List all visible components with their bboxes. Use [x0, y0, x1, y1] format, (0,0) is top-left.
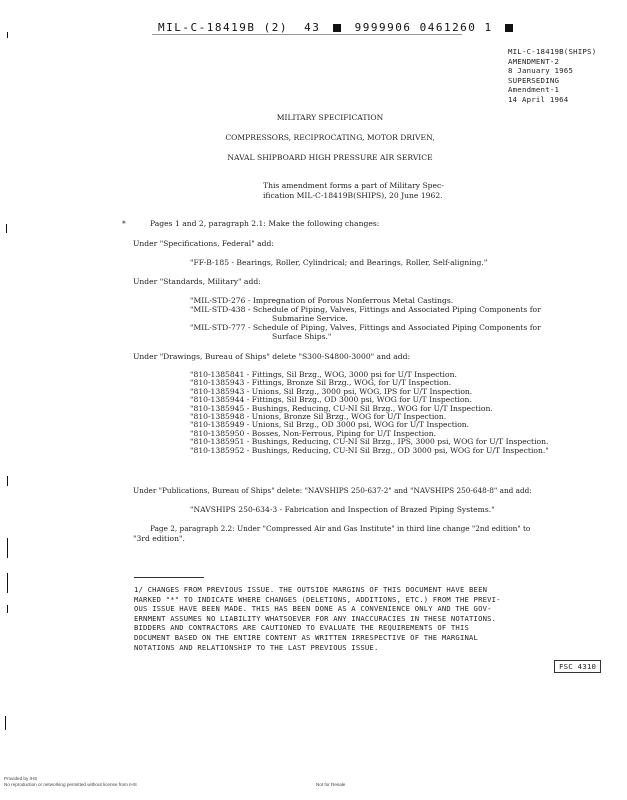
drawings-intro: Under "Drawings, Bureau of Ships" delete "S300-S4800-3000" and add:: [133, 352, 411, 361]
intro-line-2: ification MIL-C-18419B(SHIPS), 20 June 1962.: [263, 191, 443, 200]
license-notice: No reproduction or networking permitted without license from IHS: [4, 782, 137, 787]
margin-mark: [7, 476, 8, 486]
drawing-item: "810-1385952 - Bushings, Reducing, CU-NI Sil Brzg., OD 3000 psi, WOG for U/T Inspection.": [190, 445, 549, 455]
footnote-rule: [134, 577, 204, 578]
drawing-item: "810-1385841 - Fittings, Sil Brzg., WOG, 3000 psi for U/T Inspection.: [190, 370, 457, 379]
footnote-line: NOTATIONS AND RELATIONSHIP TO THE LAST PREVIOUS ISSUE.: [134, 642, 379, 652]
drawing-item: "810-1385949 - Unions, Sil Brzg., OD 3000 psi, WOG for U/T Inspection.: [190, 420, 470, 430]
drawing-item: "810-1385951 - Bushings, Reducing, CU-NI Sil Brzg., IPS, 3000 psi, WOG for U/T Inspection.: [190, 437, 549, 447]
publications-intro: Under "Publications, Bureau of Ships" delete: "NAVSHIPS 250-637-2" and "NAVSHIPS 250-648-8" and add:: [133, 486, 532, 495]
margin-mark: [7, 605, 8, 613]
spec-title: MILITARY SPECIFICATION: [276, 113, 384, 122]
footnote-line: DOCUMENT BASED ON THE ENTIRE CONTENT AS WRITTEN IRRESPECTIVE OF THE MARGINAL: [134, 632, 479, 642]
amendment-date: 8 January 1965: [508, 66, 574, 75]
resale-notice: Not for Resale: [316, 782, 346, 787]
margin-mark: [5, 716, 6, 730]
drawing-item: "810-1385945 - Bushings, Reducing, CU-NI Sil Brzg., WOG for U/T Inspection.: [190, 403, 493, 413]
standard-item: "MIL-STD-438 - Schedule of Piping, Valves, Fittings and Associated Piping Components for: [190, 305, 541, 314]
header-code-2: 9999906 0461260 1: [354, 21, 493, 34]
military-standards-intro: Under "Standards, Military" add:: [133, 277, 261, 286]
drawing-item: "810-1385943 - Unions, Sil Brzg., 3000 psi, WOG, IPS for U/T Inspection.: [190, 386, 473, 396]
footnote-line: OUS ISSUE HAVE BEEN MADE. THIS HAS BEEN DONE AS A CONVENIENCE ONLY AND THE GOV-: [134, 604, 492, 614]
document-id: MIL-C-18419B (2): [158, 21, 288, 34]
drawing-item: "810-1385948 - Unions, Bronze Sil Brzg., WOG for U/T Inspection.: [190, 412, 447, 422]
footnote-line: 1/ CHANGES FROM PREVIOUS ISSUE. THE OUTSIDE MARGINS OF THIS DOCUMENT HAVE BEEN: [134, 585, 488, 594]
federal-spec-item: "FF-B-185 - Bearings, Roller, Cylindrical; and Bearings, Roller, Self-aligning.": [190, 258, 488, 267]
superseding-label: SUPERSEDING: [508, 75, 560, 85]
header-code-1: 43: [304, 21, 321, 34]
footnote: [134, 585, 501, 652]
standard-item: "MIL-STD-276 - Impregnation of Porous Nonferrous Metal Castings.: [190, 296, 454, 305]
margin-mark: [6, 224, 7, 233]
standard-item: "MIL-STD-777 - Schedule of Piping, Valves, Fittings and Associated Piping Components for: [190, 323, 541, 332]
federal-specs-intro: Under "Specifications, Federal" add:: [133, 239, 274, 248]
margin-mark: [7, 573, 8, 593]
document-id-header: [158, 21, 517, 34]
publication-item: "NAVSHIPS 250-634-3 - Fabrication and Inspection of Brazed Piping Systems.": [190, 505, 495, 514]
footnote-line: MARKED "*" TO INDICATE WHERE CHANGES (DELETIONS, ADDITIONS, ETC.) FROM THE PREVI-: [134, 594, 501, 604]
amendment-spec: MIL-C-18419B(SHIPS): [508, 47, 597, 56]
spec-subtitle-2: NAVAL SHIPBOARD HIGH PRESSURE AIR SERVICE: [227, 153, 433, 162]
standard-item-cont: Submarine Service.: [272, 314, 348, 323]
header-block-mark-2: [505, 24, 513, 32]
amendment-block: [508, 47, 596, 104]
drawings-list: [190, 371, 549, 455]
fsc-box: FSC 4310: [554, 660, 601, 673]
paragraph-2-2-line-1: Page 2, paragraph 2.2: Under "Compressed Air and Gas Institute" in third line change "2nd edition" to: [150, 524, 531, 533]
paragraph-2-1: Pages 1 and 2, paragraph 2.1: Make the following changes:: [150, 219, 380, 228]
paragraph-2-2-line-2: "3rd edition".: [133, 534, 185, 543]
header-rule: [152, 34, 462, 35]
drawing-item: "810-1385944 - Fittings, Sil Brzg., OD 3000 psi, WOG for U/T Inspection.: [190, 395, 472, 405]
intro-line-1: This amendment forms a part of Military Spec-: [263, 181, 444, 190]
standard-item-cont: Surface Ships.": [272, 332, 332, 341]
drawing-item: "810-1385950 - Bosses, Non-Ferrous, Piping for U/T Inspection.: [190, 428, 437, 438]
superseded-date: 14 April 1964: [508, 94, 569, 104]
change-marker: *: [122, 219, 126, 228]
footnote-line: BIDDERS AND CONTRACTORS ARE CAUTIONED TO EVALUATE THE REQUIREMENTS OF THIS: [134, 623, 470, 633]
superseded-amendment: Amendment-1: [508, 85, 560, 94]
margin-mark: [7, 32, 8, 38]
drawing-item: "810-1385943 - Fittings, Bronze Sil Brzg., WOG, for U/T Inspection.: [190, 378, 452, 388]
amendment-number: AMENDMENT-2: [508, 56, 560, 66]
margin-mark: [7, 538, 8, 558]
footnote-line: ERNMENT ASSUMES NO LIABILITY WHATSOEVER FOR ANY INACCURACIES IN THESE NOTATIONS.: [134, 613, 497, 623]
header-block-mark: [333, 24, 341, 32]
spec-subtitle-1: COMPRESSORS, RECIPROCATING, MOTOR DRIVEN,: [225, 133, 435, 142]
provider-notice: Provided by IHS: [4, 776, 38, 781]
